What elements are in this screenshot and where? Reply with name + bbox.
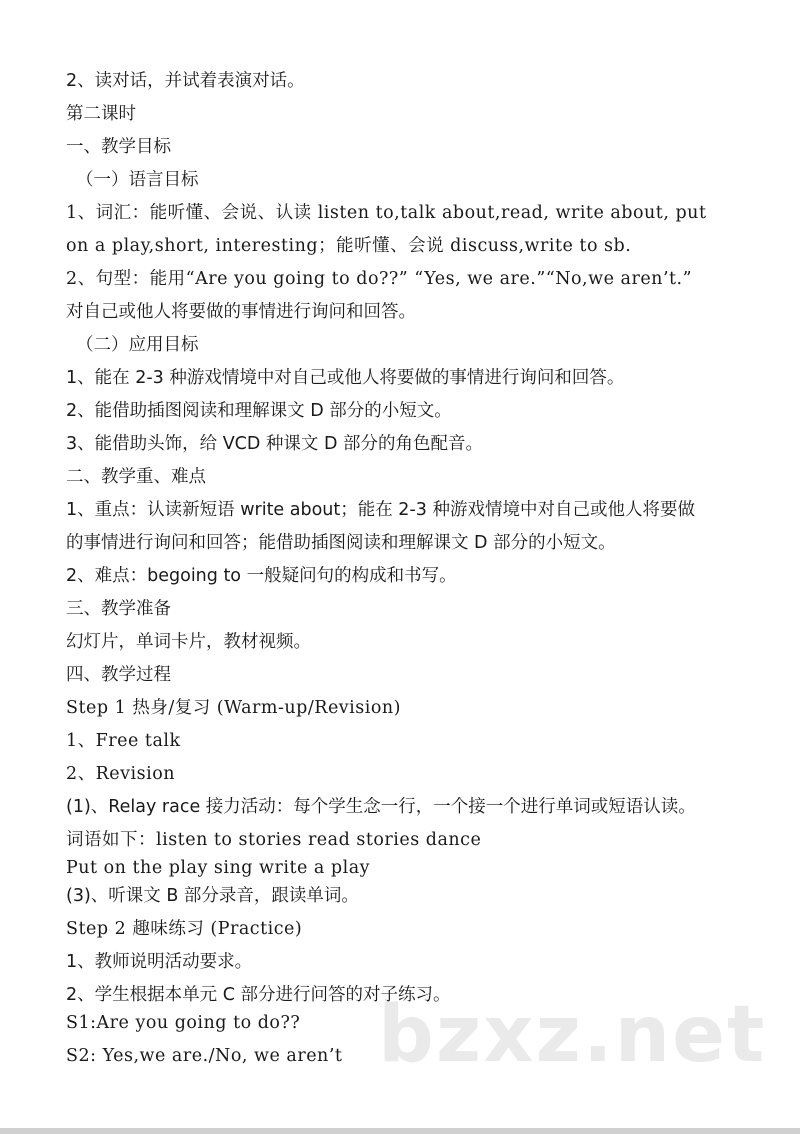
- watermark: bzxz.net: [378, 990, 767, 1080]
- step-heading: Step 2 趣味练习 (Practice): [66, 919, 303, 939]
- text-line: Put on the play sing write a play: [66, 858, 371, 878]
- text-line: (1)、Relay race 接力活动：每个学生念一行，一个接一个进行单词或短语认读。: [66, 797, 696, 817]
- subsection-heading: （一）语言目标: [76, 170, 199, 190]
- dialogue-line: S1:Are you going to do??: [66, 1013, 301, 1033]
- page-bottom-edge: [0, 1128, 800, 1134]
- text-line: 3、能借助头饰，给 VCD 种课文 D 部分的角色配音。: [66, 434, 484, 454]
- text-line: 词语如下：listen to stories read stories dance: [66, 830, 482, 850]
- text-line: 1、Free talk: [66, 731, 181, 751]
- text-line: 2、句型：能用“Are you going to do??” “Yes, we are.”“No,we aren’t.”: [66, 269, 693, 289]
- text-line: 1、能在 2-3 种游戏情境中对自己或他人将要做的事情进行询问和回答。: [66, 368, 625, 388]
- section-heading: 一、教学目标: [66, 137, 171, 157]
- text-line: 的事情进行询问和回答；能借助插图阅读和理解课文 D 部分的小短文。: [66, 533, 616, 553]
- subsection-heading: （二）应用目标: [76, 335, 199, 355]
- text-line: 1、重点：认读新短语 write about；能在 2-3 种游戏情境中对自己或他人将要做: [66, 500, 695, 520]
- text-line: 2、Revision: [66, 764, 176, 784]
- step-heading: Step 1 热身/复习 (Warm-up/Revision): [66, 698, 401, 718]
- section-heading: 四、教学过程: [66, 665, 171, 685]
- text-line: 2、学生根据本单元 C 部分进行问答的对子练习。: [66, 985, 451, 1005]
- text-line: 2、读对话，并试着表演对话。: [66, 71, 305, 91]
- text-line: 1、词汇：能听懂、会说、认读 listen to,talk about,read, write about, put: [66, 203, 707, 223]
- text-line: 1、教师说明活动要求。: [66, 952, 253, 972]
- text-line: 对自己或他人将要做的事情进行询问和回答。: [66, 302, 416, 322]
- section-heading: 二、教学重、难点: [66, 467, 206, 487]
- lesson-heading: 第二课时: [66, 104, 136, 124]
- text-line: 2、能借助插图阅读和理解课文 D 部分的小短文。: [66, 401, 452, 421]
- text-line: (3)、听课文 B 部分录音，跟读单词。: [66, 886, 359, 906]
- text-line: 2、难点：begoing to 一般疑问句的构成和书写。: [66, 566, 457, 586]
- text-line: 幻灯片，单词卡片，教材视频。: [66, 632, 311, 652]
- text-line: on a play,short, interesting；能听懂、会说 discuss,write to sb.: [66, 236, 632, 256]
- section-heading: 三、教学准备: [66, 599, 171, 619]
- dialogue-line: S2: Yes,we are./No, we aren’t: [66, 1046, 343, 1066]
